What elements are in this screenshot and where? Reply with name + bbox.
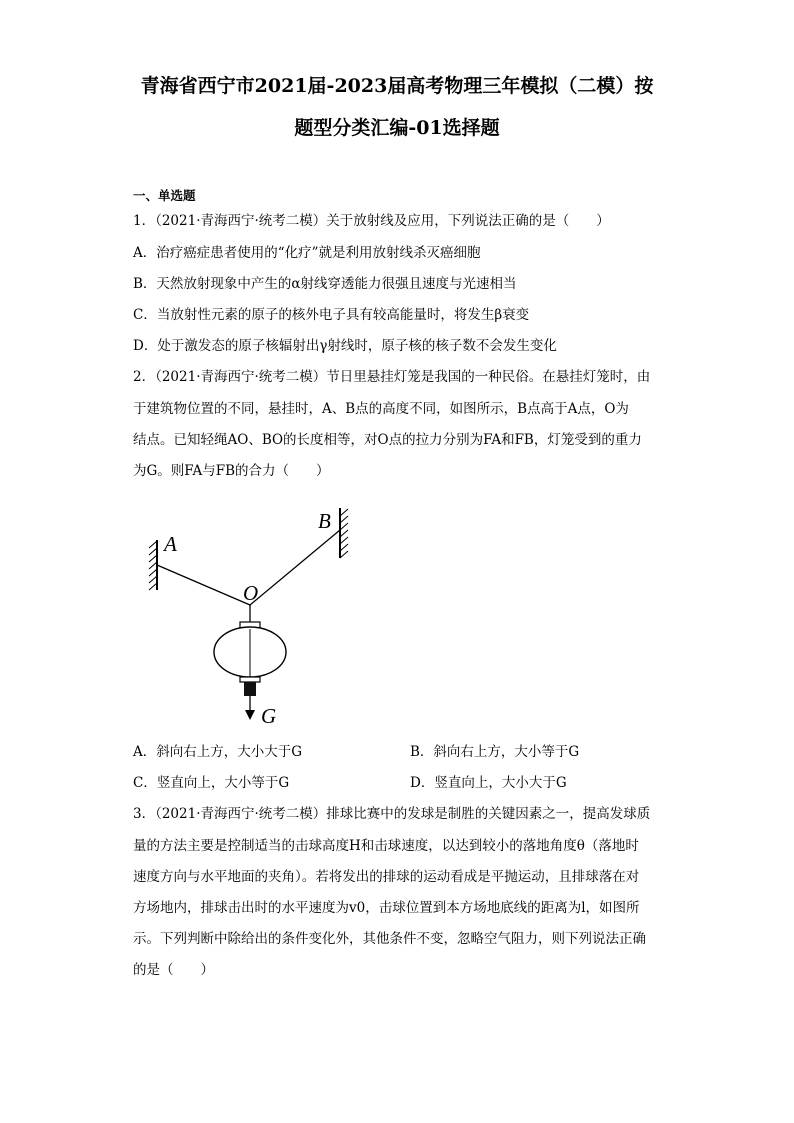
- question-3-line-2: 量的方法主要是控制适当的击球高度H和击球速度，以达到较小的落地角度θ（落地时: [133, 838, 639, 854]
- question-2-line-2: 于建筑物位置的不同，悬挂时，A、B点的高度不同，如图所示，B点高于A点，O为: [133, 401, 629, 417]
- question-2-line-1: 2．（2021·青海西宁·统考二模）节日里悬挂灯笼是我国的一种民俗。在悬挂灯笼时，由: [133, 369, 651, 385]
- question-2-line-4: 为G。则FA与FB的合力（ ）: [133, 463, 330, 479]
- question-1-option-c: C．当放射性元素的原子的核外电子具有较高能量时，将发生β衰变: [133, 307, 530, 323]
- question-2-option-d: D．竖直向上，大小大于G: [410, 775, 567, 791]
- question-3-line-4: 方场地内，排球击出时的水平速度为v0，击球位置到本方场地底线的距离为l，如图所: [133, 900, 640, 916]
- rope-bo: [250, 530, 340, 605]
- label-b: B: [318, 509, 331, 533]
- question-2-option-a: A．斜向右上方，大小大于G: [133, 744, 303, 760]
- section-heading: 一、单选题: [133, 188, 196, 203]
- document-title-line-2: 题型分类汇编-01选择题: [294, 117, 500, 139]
- rope-ao: [157, 565, 250, 605]
- wall-b-hatch: [340, 509, 348, 558]
- question-1-option-d: D．处于激发态的原子核辐射出γ射线时，原子核的核子数不会发生变化: [133, 338, 557, 354]
- question-1-stem: 1．（2021·青海西宁·统考二模）关于放射线及应用，下列说法正确的是（ ）: [133, 213, 610, 229]
- question-2-option-b: B．斜向右上方，大小等于G: [410, 744, 580, 760]
- label-a: A: [164, 532, 177, 556]
- document-title-line-1: 青海省西宁市2021届-2023届高考物理三年模拟（二模）按: [140, 75, 654, 97]
- gravity-arrow-head: [245, 710, 255, 720]
- wall-a-hatch: [149, 541, 157, 590]
- label-o: O: [243, 581, 259, 605]
- question-2-line-3: 结点。已知轻绳AO、BO的长度相等，对O点的拉力分别为FA和FB，灯笼受到的重力: [133, 432, 642, 448]
- question-3-line-1: 3．（2021·青海西宁·统考二模）排球比赛中的发球是制胜的关键因素之一，提高发球质: [133, 806, 651, 822]
- question-1-option-b: B．天然放射现象中产生的α射线穿透能力很强且速度与光速相当: [133, 276, 517, 292]
- question-2-option-c: C．竖直向上，大小等于G: [133, 775, 290, 791]
- lantern-tassel: [244, 682, 256, 696]
- question-3-line-5: 示。下列判断中除给出的条件变化外，其他条件不变，忽略空气阻力，则下列说法正确: [133, 931, 646, 947]
- question-3-line-6: 的是（ ）: [133, 962, 214, 978]
- question-3-line-3: 速度方向与水平地面的夹角）。若将发出的排球的运动看成是平抛运动，且排球落在对: [133, 869, 640, 885]
- label-g: G: [261, 704, 277, 728]
- lantern-bottom: [240, 677, 260, 682]
- question-1-option-a: A．治疗癌症患者使用的“化疗”就是利用放射线杀灭癌细胞: [133, 245, 481, 261]
